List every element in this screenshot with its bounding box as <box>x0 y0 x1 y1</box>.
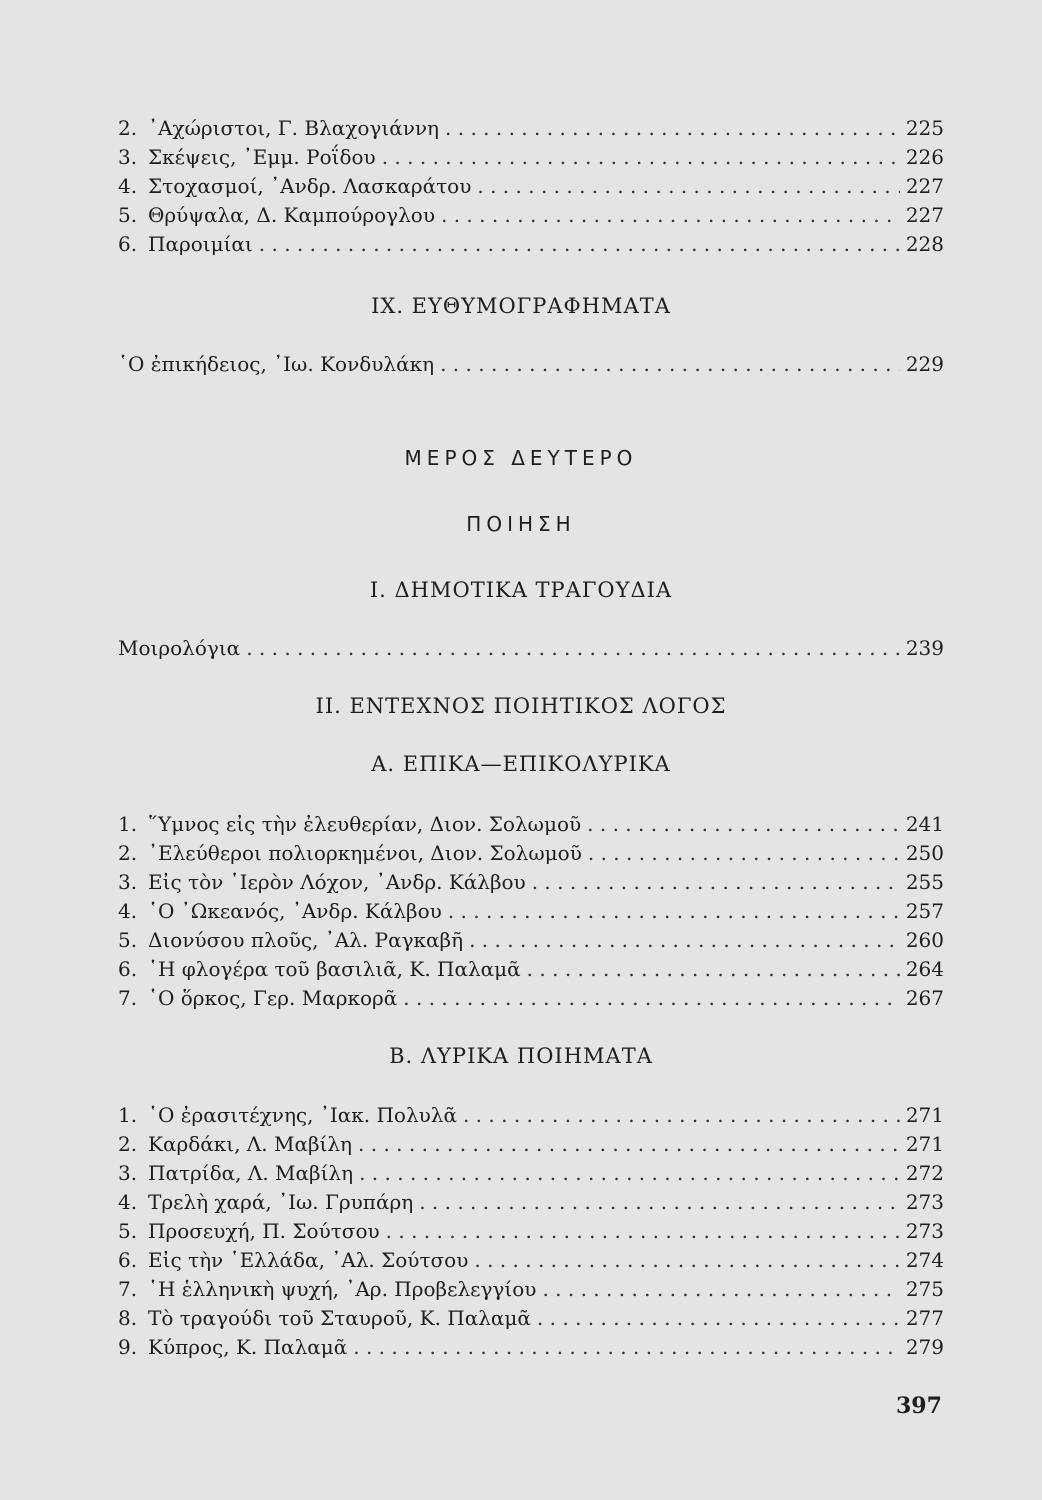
dot-leader <box>441 201 900 230</box>
dot-leader <box>440 350 900 379</box>
entry-page-number: 255 <box>905 870 944 894</box>
toc-list-ix <box>118 350 944 379</box>
poetry-heading: ΠΟΙΗΣΗ <box>466 512 576 536</box>
subsection-heading-a: Α. ΕΠΙΚΑ—ΕΠΙΚΟΛΥΡΙΚΑ <box>371 752 671 776</box>
toc-entry <box>118 926 944 955</box>
entry-page-number: 264 <box>905 957 944 981</box>
dot-leader <box>477 172 899 201</box>
subsection-heading-b: Β. ΛΥΡΙΚΑ ΠΟΙΗΜΑΤΑ <box>389 1044 653 1068</box>
entry-title: ῾Ο ἐρασιτέχνης, ᾿Ιακ. Πολυλᾶ <box>148 1103 457 1127</box>
dot-leader <box>358 1130 900 1159</box>
entry-number: 5. <box>118 203 138 227</box>
toc-entry <box>118 172 944 201</box>
entry-title: ῾Ο ᾿Ωκεανός, ᾿Ανδρ. Κάλβου <box>148 899 442 923</box>
entry-number: 2. <box>118 1132 138 1156</box>
toc-entry <box>118 634 944 663</box>
dot-leader <box>359 1159 900 1188</box>
toc-entry <box>118 897 944 926</box>
entry-number: 1. <box>118 1103 138 1127</box>
dot-leader <box>588 839 900 868</box>
entry-title: Θρύψαλα, Δ. Καμπούρογλου <box>148 203 435 227</box>
entry-title: Πατρίδα, Λ. Μαβίλη <box>148 1161 354 1185</box>
entry-page-number: 273 <box>905 1190 944 1214</box>
entry-number: 5. <box>118 1219 138 1243</box>
entry-number: 1. <box>118 812 138 836</box>
entry-number: 3. <box>118 145 138 169</box>
entry-number: 2. <box>118 841 138 865</box>
dot-leader <box>532 868 900 897</box>
entry-page-number: 273 <box>905 1219 944 1243</box>
entry-title: Παροιμίαι <box>148 232 253 256</box>
section-heading-ii: II. ΕΝΤΕΧΝΟΣ ΠΟΙΗΤΙΚΟΣ ΛΟΓΟΣ <box>315 694 727 718</box>
dot-leader <box>469 926 900 955</box>
toc-entry <box>118 1246 944 1275</box>
entry-number: 3. <box>118 870 138 894</box>
dot-leader <box>353 1333 900 1362</box>
entry-title: Εἰς τὸν ῾Ιερὸν Λόχον, ᾿Ανδρ. Κάλβου <box>148 870 526 894</box>
entry-page-number: 250 <box>905 841 944 865</box>
entry-title: ῾Η ἑλληνικὴ ψυχή, ᾿Αρ. Προβελεγγίου <box>148 1277 537 1301</box>
toc-entry <box>118 868 944 897</box>
toc-entry <box>118 1333 944 1362</box>
entry-title: ῾Ο ὅρκος, Γερ. Μαρκορᾶ <box>148 986 398 1010</box>
entry-title: Μοιρολόγια <box>118 636 241 660</box>
toc-entry <box>118 1217 944 1246</box>
toc-entry <box>118 230 944 259</box>
toc-entry <box>118 1275 944 1304</box>
entry-page-number: 228 <box>905 232 944 256</box>
toc-list-a <box>118 810 944 1013</box>
entry-title: ᾿Αχώριστοι, Γ. Βλαχογιάννη <box>148 116 440 140</box>
dot-leader <box>537 1304 900 1333</box>
entry-title: Διονύσου πλοῦς, ᾿Αλ. Ραγκαβῆ <box>148 928 464 952</box>
entry-page-number: 257 <box>905 899 944 923</box>
dot-leader <box>463 1101 900 1130</box>
entry-title: Προσευχή, Π. Σούτσου <box>148 1219 380 1243</box>
entry-title: Κύπρος, Κ. Παλαμᾶ <box>148 1335 348 1359</box>
entry-page-number: 226 <box>905 145 944 169</box>
entry-title: Στοχασμοί, ᾿Ανδρ. Λασκαράτου <box>148 174 472 198</box>
entry-number: 4. <box>118 899 138 923</box>
entry-number: 2. <box>118 116 138 140</box>
toc-entry <box>118 810 944 839</box>
section-heading-i: I. ΔΗΜΟΤΙΚΑ ΤΡΑΓΟΥΔΙΑ <box>369 578 673 602</box>
entry-page-number: 225 <box>905 116 944 140</box>
entry-number: 6. <box>118 232 138 256</box>
entry-page-number: 227 <box>905 203 944 227</box>
entry-title: ῞Υμνος εἰς τὴν ἐλευθερίαν, Διον. Σολωμοῦ <box>148 812 582 836</box>
toc-entry <box>118 1130 944 1159</box>
toc-entry <box>118 839 944 868</box>
entry-number: 8. <box>118 1306 138 1330</box>
entry-page-number: 227 <box>905 174 944 198</box>
toc-entry <box>118 114 944 143</box>
entry-number: 6. <box>118 957 138 981</box>
dot-leader <box>474 1246 899 1275</box>
entry-number: 6. <box>118 1248 138 1272</box>
entry-title: ῾Ο ἐπικήδειος, ᾿Ιω. Κονδυλάκη <box>118 352 435 376</box>
dot-leader <box>382 143 900 172</box>
toc-entry <box>118 201 944 230</box>
entry-title: Σκέψεις, ᾿Εμμ. Ροΐδου <box>148 145 376 169</box>
entry-page-number: 260 <box>905 928 944 952</box>
dot-leader <box>403 984 900 1013</box>
entry-title: ᾿Ελεύθεροι πολιορκημένοι, Διον. Σολωμοῦ <box>148 841 582 865</box>
entry-page-number: 271 <box>905 1103 944 1127</box>
entry-title: Εἰς τὴν ῾Ελλάδα, ᾿Αλ. Σούτσου <box>148 1248 469 1272</box>
entry-title: Τὸ τραγούδι τοῦ Σταυροῦ, Κ. Παλαμᾶ <box>148 1306 531 1330</box>
entry-page-number: 241 <box>905 812 944 836</box>
toc-entry <box>118 350 944 379</box>
entry-number: 4. <box>118 1190 138 1214</box>
dot-leader <box>386 1217 900 1246</box>
toc-entry <box>118 1304 944 1333</box>
toc-entry <box>118 955 944 984</box>
entry-title: ῾Η φλογέρα τοῦ βασιλιᾶ, Κ. Παλαμᾶ <box>148 957 521 981</box>
entry-number: 9. <box>118 1335 138 1359</box>
dot-leader <box>445 114 900 143</box>
entry-page-number: 279 <box>905 1335 944 1359</box>
entry-number: 3. <box>118 1161 138 1185</box>
entry-page-number: 271 <box>905 1132 944 1156</box>
toc-entry <box>118 1101 944 1130</box>
toc-entry <box>118 1188 944 1217</box>
dot-leader <box>527 955 900 984</box>
entry-number: 7. <box>118 986 138 1010</box>
entry-page-number: 229 <box>905 352 944 376</box>
dot-leader <box>542 1275 899 1304</box>
dot-leader <box>587 810 900 839</box>
toc-list-i <box>118 634 944 663</box>
entry-number: 7. <box>118 1277 138 1301</box>
toc-entry <box>118 984 944 1013</box>
toc-entry <box>118 143 944 172</box>
dot-leader <box>448 897 900 926</box>
part-heading: ΜΕΡΟΣ ΔΕΥΤΕΡΟ <box>404 446 638 470</box>
toc-list-b <box>118 1101 944 1362</box>
entry-page-number: 274 <box>905 1248 944 1272</box>
entry-number: 4. <box>118 174 138 198</box>
entry-page-number: 239 <box>905 636 944 660</box>
entry-page-number: 277 <box>905 1306 944 1330</box>
entry-title: Τρελὴ χαρά, ᾿Ιω. Γρυπάρη <box>148 1190 414 1214</box>
entry-page-number: 267 <box>905 986 944 1010</box>
entry-page-number: 272 <box>905 1161 944 1185</box>
entry-title: Καρδάκι, Λ. Μαβίλη <box>148 1132 353 1156</box>
toc-entry <box>118 1159 944 1188</box>
section-heading-ix: IX. ΕΥΘΥΜΟΓΡΑΦΗΜΑΤΑ <box>371 294 671 318</box>
dot-leader <box>419 1188 900 1217</box>
entry-page-number: 275 <box>905 1277 944 1301</box>
dot-leader <box>246 634 900 663</box>
toc-list-top <box>118 114 944 259</box>
page-number: 397 <box>896 1393 942 1419</box>
dot-leader <box>259 230 900 259</box>
entry-number: 5. <box>118 928 138 952</box>
